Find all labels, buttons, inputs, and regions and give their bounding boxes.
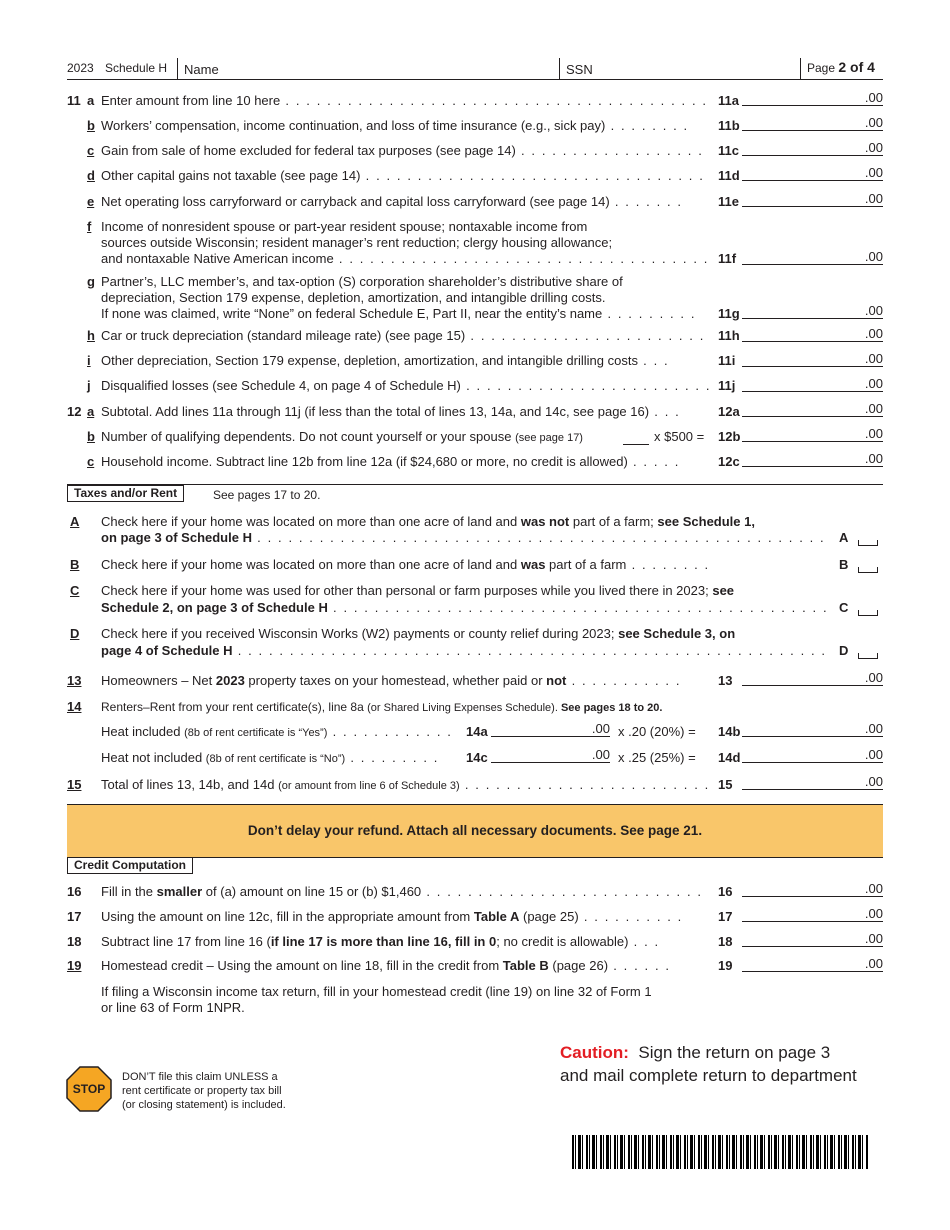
line-code: 19 <box>718 958 733 973</box>
line-letter: b <box>87 429 95 444</box>
stop-note-line3: (or closing statement) is included. <box>122 1099 286 1111</box>
credit-section-label: Credit Computation <box>67 857 193 874</box>
line-11g-text2: depreciation, Section 179 expense, depletion, amortization, and intangible drilling costs. <box>101 290 606 305</box>
line-11e-text: Net operating loss carryforward or carryback and capital loss carryforward (see page 14) . . . . . . . <box>101 194 683 209</box>
line-15-amount[interactable]: .00 <box>742 774 883 790</box>
line-letter: b <box>87 118 95 133</box>
line-12b-multiplier: x $500 = <box>654 429 705 444</box>
check-b-text: Check here if your home was located on more than one acre of land and was part of a farm . . . . . . . . <box>101 557 710 572</box>
line-11g-text3: If none was claimed, write “None” on federal Schedule E, Part II, near the entity’s name . . . . . . . . . <box>101 306 697 321</box>
line-14a-text: Heat included (8b of rent certificate is “Yes”) . . . . . . . . . . . . <box>101 724 453 739</box>
line-11a-text: Enter amount from line 10 here . . . . . . . . . . . . . . . . . . . . . . . . . . . . . . . . . . . . . . . . . <box>101 93 708 108</box>
line-14a-amount[interactable]: .00 <box>491 721 610 737</box>
schedule-label: Schedule H <box>105 61 168 75</box>
line-14a-multiplier: x .20 (20%) = <box>618 724 696 739</box>
line-11h-amount[interactable]: .00 <box>742 326 883 342</box>
line-letter: e <box>87 194 95 209</box>
stop-note <box>122 1070 286 1112</box>
line-code: 12a <box>718 404 740 419</box>
line-letter: c <box>87 143 95 158</box>
line-code: 14c <box>466 750 488 765</box>
line-number: 12 <box>67 404 82 419</box>
line-letter: i <box>87 353 91 368</box>
checkbox-letter: C <box>70 583 80 598</box>
line-13-text: Homeowners – Net 2023 property taxes on your homestead, whether paid or not . . . . . . . . . . . <box>101 673 682 688</box>
line-14-text: Renters–Rent from your rent certificate(s), line 8a (or Shared Living Expenses Schedule). See pages 18 to 20. <box>101 700 663 714</box>
line-code: 11j <box>718 378 736 393</box>
line-11i-amount[interactable]: .00 <box>742 351 883 367</box>
line-11f-text1: Income of nonresident spouse or part-year resident spouse; nontaxable income from <box>101 219 588 234</box>
line-19-amount[interactable]: .00 <box>742 956 883 972</box>
line-code: 12c <box>718 454 740 469</box>
line-18-text: Subtract line 17 from line 16 (if line 17 is more than line 16, fill in 0; no credit is allowable) . . . <box>101 934 660 949</box>
line-code: 14d <box>718 750 741 765</box>
line-11j-text: Disqualified losses (see Schedule 4, on page 4 of Schedule H) . . . . . . . . . . . . . . . . . . . . . . . . <box>101 378 712 393</box>
stop-sign-icon <box>66 1066 112 1112</box>
line-14c-amount[interactable]: .00 <box>491 747 610 763</box>
line-letter: f <box>87 219 92 234</box>
checkbox-code: D <box>839 643 849 658</box>
check-a-text1: Check here if your home was located on more than one acre of land and was not part of a farm; see Schedule 1, <box>101 514 755 529</box>
line-letter: a <box>87 404 95 419</box>
line-letter: a <box>87 93 95 108</box>
checkbox-code: C <box>839 600 849 615</box>
line-12c-text: Household income. Subtract line 12b from line 12a (if $24,680 or more, no credit is allowed) . . . . . <box>101 454 680 469</box>
line-code: 12b <box>718 429 741 444</box>
checkbox-c[interactable] <box>858 610 878 616</box>
stop-sign-text: STOP <box>72 1082 106 1096</box>
line-13-amount[interactable]: .00 <box>742 670 883 686</box>
line-code: 11e <box>718 194 739 209</box>
line-16-amount[interactable]: .00 <box>742 881 883 897</box>
line-14d-amount[interactable]: .00 <box>742 747 883 763</box>
line-11h-text: Car or truck depreciation (standard mileage rate) (see page 15) . . . . . . . . . . . . . . . . . . . . . . . <box>101 328 705 343</box>
line-code: 17 <box>718 909 733 924</box>
line-letter: h <box>87 328 95 343</box>
checkbox-a[interactable] <box>858 540 878 546</box>
checkbox-code: B <box>839 557 849 572</box>
line-11d-text: Other capital gains not taxable (see page 14) . . . . . . . . . . . . . . . . . . . . . . . . . . . . . . . . . <box>101 168 705 183</box>
line-number: 19 <box>67 958 82 973</box>
line-11d-amount[interactable]: .00 <box>742 165 883 181</box>
line-17-amount[interactable]: .00 <box>742 906 883 922</box>
line-11c-text: Gain from sale of home excluded for federal tax purposes (see page 14) . . . . . . . . . . . . . . . . . . <box>101 143 704 158</box>
ssn-field[interactable] <box>561 58 801 78</box>
line-11j-amount[interactable]: .00 <box>742 376 883 392</box>
line-code: 11g <box>718 306 740 321</box>
line-11f-amount[interactable]: .00 <box>742 249 883 265</box>
line-number: 18 <box>67 934 82 949</box>
line-11f-text3: and nontaxable Native American income . . . . . . . . . . . . . . . . . . . . . . . . . . . . . . . . . . . . <box>101 251 709 266</box>
line-code: 11a <box>718 93 739 108</box>
line-code: 11d <box>718 168 740 183</box>
caution-label: Caution: <box>560 1043 629 1062</box>
checkbox-b[interactable] <box>858 567 878 573</box>
line-14b-amount[interactable]: .00 <box>742 721 883 737</box>
line-code: 16 <box>718 884 733 899</box>
barcode <box>572 1135 868 1169</box>
line-number: 15 <box>67 777 82 792</box>
check-a-text2: on page 3 of Schedule H . . . . . . . . . . . . . . . . . . . . . . . . . . . . . . . . . . . . . . . . . . . . . . . . . . . . . . . <box>101 530 826 545</box>
line-code: 11b <box>718 118 740 133</box>
check-c-text2: Schedule 2, on page 3 of Schedule H . . . . . . . . . . . . . . . . . . . . . . . . . . . . . . . . . . . . . . . . . . . . . . . . <box>101 600 829 615</box>
caution-line1: Sign the return on page 3 <box>638 1043 831 1062</box>
checkbox-d[interactable] <box>858 653 878 659</box>
check-d-text1: Check here if you received Wisconsin Works (W2) payments or county relief during 2023; see Schedule 3, on <box>101 626 736 641</box>
form-year: 2023 <box>67 61 94 75</box>
line-code: 13 <box>718 673 733 688</box>
line-12b-text: Number of qualifying dependents. Do not count yourself or your spouse (see page 17) <box>101 429 583 444</box>
taxes-section-note: See pages 17 to 20. <box>213 488 321 502</box>
line-11b-text: Workers’ compensation, income continuation, and loss of time insurance (e.g., sick pay) . . . . . . . . <box>101 118 689 133</box>
line-11f-text2: sources outside Wisconsin; resident manager’s rent reduction; clergy housing allowance; <box>101 235 613 250</box>
line-11i-text: Other depreciation, Section 179 expense, depletion, amortization, and intangible drilling costs . . . <box>101 353 670 368</box>
name-field[interactable] <box>179 58 559 78</box>
line-14c-text: Heat not included (8b of rent certificate is “No”) . . . . . . . . . <box>101 750 439 765</box>
caution-block <box>560 1041 857 1087</box>
filing-note-line2: or line 63 of Form 1NPR. <box>101 1000 245 1015</box>
line-11e-amount[interactable]: .00 <box>742 191 883 207</box>
line-number: 11 <box>67 93 81 108</box>
checkbox-letter: A <box>70 514 80 529</box>
line-code: 15 <box>718 777 733 792</box>
dependents-count-field[interactable] <box>623 430 649 445</box>
line-code: 11c <box>718 143 739 158</box>
check-c-text1: Check here if your home was used for other than personal or farm purposes while you lived there in 2023; see <box>101 583 735 598</box>
stop-note-line1: DON’T file this claim UNLESS a <box>122 1071 278 1083</box>
line-number: 13 <box>67 673 82 688</box>
line-code: 18 <box>718 934 733 949</box>
ssn-label: SSN <box>566 62 593 77</box>
line-11c-amount[interactable]: .00 <box>742 140 883 156</box>
stop-note-line2: rent certificate or property tax bill <box>122 1085 282 1097</box>
line-code: 11f <box>718 251 737 266</box>
line-letter: d <box>87 168 95 183</box>
line-number: 17 <box>67 909 82 924</box>
line-number: 16 <box>67 884 82 899</box>
line-11a-amount[interactable]: .00 <box>742 90 883 106</box>
line-11g-text1: Partner’s, LLC member’s, and tax-option (S) corporation shareholder’s distributive share of <box>101 274 623 289</box>
line-code: 11i <box>718 353 736 368</box>
checkbox-code: A <box>839 530 849 545</box>
line-15-text: Total of lines 13, 14b, and 14d (or amount from line 6 of Schedule 3) . . . . . . . . . . . . . . . . . . . . . . . . <box>101 777 710 792</box>
line-letter: c <box>87 454 95 469</box>
refund-banner-text: Don’t delay your refund. Attach all necessary documents. See page 21. <box>247 823 703 838</box>
name-label: Name <box>184 62 219 77</box>
line-17-text: Using the amount on line 12c, fill in the appropriate amount from Table A (page 25) . . . . . . . . . . <box>101 909 683 924</box>
line-14c-multiplier: x .25 (25%) = <box>618 750 696 765</box>
line-11g-amount[interactable]: .00 <box>742 303 883 319</box>
line-letter: j <box>87 378 91 393</box>
checkbox-letter: D <box>70 626 80 641</box>
line-19-text: Homestead credit – Using the amount on line 18, fill in the credit from Table B (page 26) . . . . . . <box>101 958 671 973</box>
line-18-amount[interactable]: .00 <box>742 931 883 947</box>
taxes-section-label: Taxes and/or Rent <box>67 485 184 502</box>
line-code: 11h <box>718 328 740 343</box>
filing-note-line1: If filing a Wisconsin income tax return, fill in your homestead credit (line 19) on line 32 of Form 1 <box>101 984 652 999</box>
line-code: 14a <box>466 724 488 739</box>
line-12b-amount[interactable]: .00 <box>742 426 883 442</box>
caution-line2: and mail complete return to department <box>560 1066 857 1085</box>
form-header <box>67 58 883 80</box>
check-d-text2: page 4 of Schedule H . . . . . . . . . . . . . . . . . . . . . . . . . . . . . . . . . . . . . . . . . . . . . . . . . . . . . . . . . <box>101 643 827 658</box>
line-number: 14 <box>67 699 82 714</box>
line-11b-amount[interactable]: .00 <box>742 115 883 131</box>
refund-banner <box>67 804 883 858</box>
line-letter: g <box>87 274 95 289</box>
line-12c-amount[interactable]: .00 <box>742 451 883 467</box>
page-indicator: Page 2 of 4 <box>807 59 875 75</box>
line-12a-amount[interactable]: .00 <box>742 401 883 417</box>
line-12a-text: Subtotal. Add lines 11a through 11j (if less than the total of lines 13, 14a, and 14c, see page 16) . . . <box>101 404 681 419</box>
line-code: 14b <box>718 724 741 739</box>
line-16-text: Fill in the smaller of (a) amount on line 15 or (b) $1,460 . . . . . . . . . . . . . . . . . . . . . . . . . . . <box>101 884 703 899</box>
checkbox-letter: B <box>70 557 80 572</box>
